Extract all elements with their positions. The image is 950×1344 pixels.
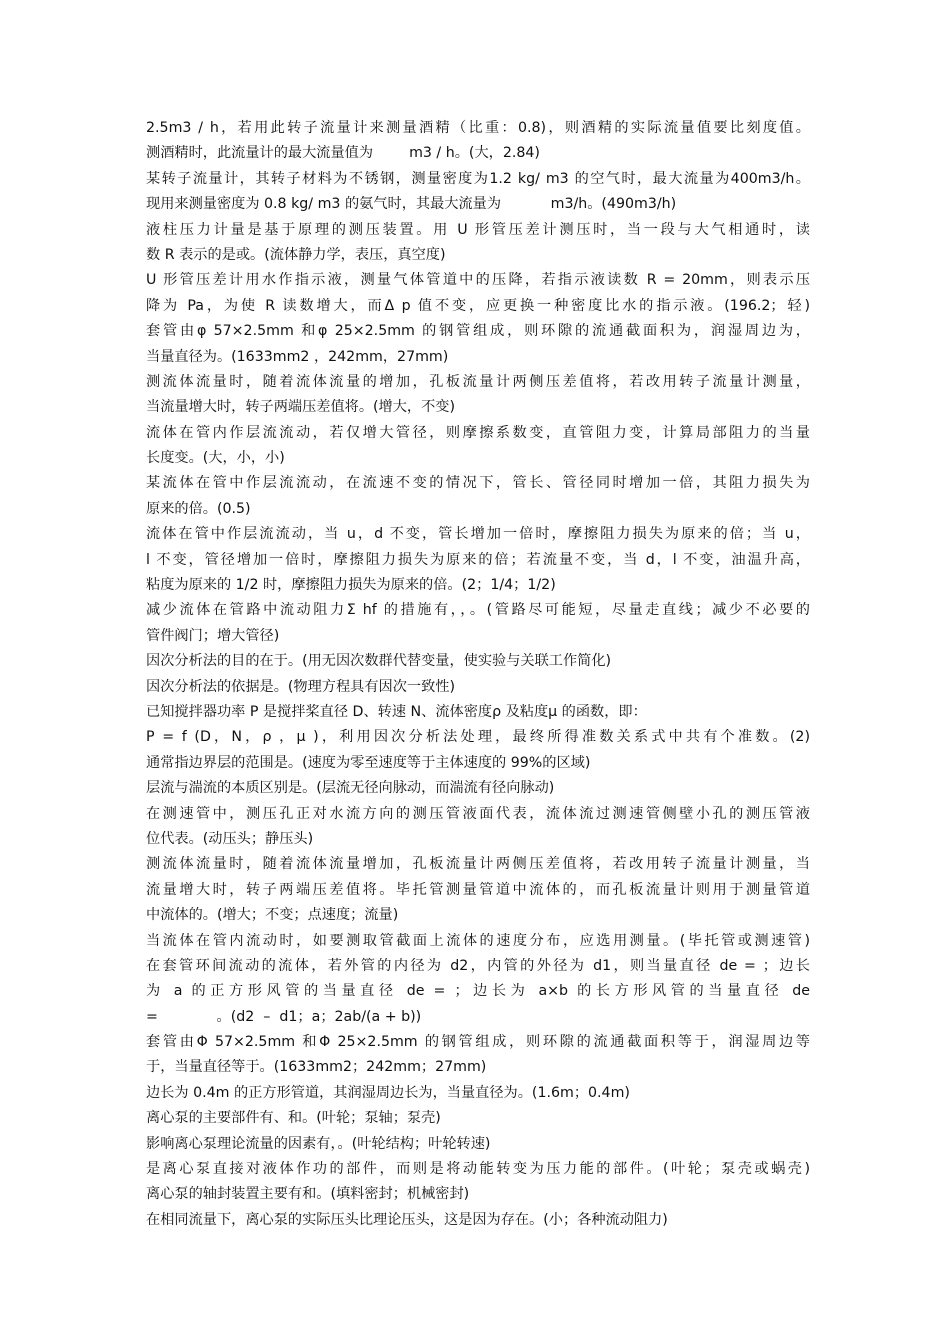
text-line: 位代表。(动压头；静压头): [146, 830, 314, 847]
text-line: l 不变，管径增加一倍时，摩擦阻力损失为原来的倍；若流量不变，当 d，l 不变，油温升高，: [146, 551, 810, 568]
text-line: 某转子流量计，其转子材料为不锈钢，测量密度为1.2 kg/ m3 的空气时，最大流量为400m3/h。: [146, 170, 810, 187]
text-line: 于，当量直径等于。(1633mm2；242mm；27mm): [146, 1059, 487, 1076]
text-line: 测流体流量时，随着流体流量的增加，孔板流量计两侧压差值将，若改用转子流量计测量，: [146, 373, 810, 390]
text-line: 液柱压力计量是基于原理的测压装置。用 U 形管压差计测压时，当一段与大气相通时，读: [146, 221, 810, 238]
text-line: 现用来测量密度为 0.8 kg/ m3 的氨气时，其最大流量为 m3/h。(490m3/h): [146, 196, 677, 213]
text-line: 已知搅拌器功率 P 是搅拌桨直径 D、转速 N、流体密度ρ 及粘度μ 的函数，即：: [146, 703, 647, 720]
text-line: 长度变。(大，小，小): [146, 450, 285, 467]
text-line: 因次分析法的目的在于。(用无因次数群代替变量，使实验与关联工作简化): [146, 653, 612, 670]
text-line: 流体在管中作层流流动，当 u，d 不变，管长增加一倍时，摩擦阻力损失为原来的倍；当 u，: [146, 526, 810, 543]
text-line: 流体在管内作层流流动，若仅增大管径，则摩擦系数变，直管阻力变，计算局部阻力的当量: [146, 424, 810, 441]
text-line: 某流体在管中作层流流动，在流速不变的情况下，管长、管径同时增加一倍，其阻力损失为: [146, 475, 810, 492]
text-line: 当流量增大时，转子两端压差值将。(增大，不变): [146, 399, 456, 416]
text-line: 2.5m3 / h，若用此转子流量计来测量酒精（比重：0.8)，则酒精的实际流量值要比刻度值。: [146, 120, 810, 136]
text-line: 数 R 表示的是或。(流体静力学，表压，真空度): [146, 246, 446, 263]
text-line: 降为 Pa，为使 R 读数增大，而Δ p 值不变，应更换一种密度比水的指示液。(196.2；轻): [146, 297, 810, 314]
text-line: 中流体的。(增大；不变；点速度；流量): [146, 907, 399, 924]
text-line: 套管由Φ 57×2.5mm 和Φ 25×2.5mm 的钢管组成，则环隙的流通截面积等于，润湿周边等: [146, 1034, 810, 1051]
text-line: 套管由φ 57×2.5mm 和φ 25×2.5mm 的钢管组成，则环隙的流通截面积为，润湿周边为，: [146, 323, 810, 340]
text-line: 流量增大时，转子两端压差值将。毕托管测量管道中流体的，而孔板流量计则用于测量管道: [146, 881, 810, 898]
text-line: 通常指边界层的范围是。(速度为零至速度等于主体速度的 99%的区域): [146, 754, 591, 771]
text-line: 因次分析法的依据是。(物理方程具有因次一致性): [146, 678, 456, 695]
text-line: P = f (D，N，ρ ，μ )，利用因次分析法处理，最终所得准数关系式中共有个准数。(2): [146, 729, 810, 746]
text-line: 原来的倍。(0.5): [146, 500, 251, 517]
text-line: 是离心泵直接对液体作功的部件，而则是将动能转变为压力能的部件。(叶轮；泵壳或蜗壳): [146, 1161, 810, 1178]
text-line: 为 a 的正方形风管的当量直径 de = ；边长为 a×b 的长方形风管的当量直径 de: [146, 983, 810, 1000]
text-line: 当量直径为。(1633mm2 ，242mm，27mm): [146, 348, 449, 365]
text-line: 在相同流量下，离心泵的实际压头比理论压头，这是因为存在。(小；各种流动阻力): [146, 1211, 668, 1228]
text-line: 层流与湍流的本质区别是。(层流无径向脉动，而湍流有径向脉动): [146, 780, 555, 797]
text-line: 管件阀门；增大管径): [146, 627, 280, 644]
text-line: 粘度为原来的 1/2 时，摩擦阻力损失为原来的倍。(2；1/4；1/2): [146, 577, 556, 594]
document-page: [146, 116, 810, 1233]
text-line: U 形管压差计用水作指示液，测量气体管道中的压降，若指示液读数 R = 20mm，则表示压: [146, 272, 810, 289]
text-line: 离心泵的轴封装置主要有和。(填料密封；机械密封): [146, 1186, 470, 1203]
text-line: = 。(d2 – d1；a；2ab/(a + b)): [146, 1008, 422, 1025]
text-line: 当流体在管内流动时，如要测取管截面上流体的速度分布，应选用测量。(毕托管或测速管): [146, 932, 810, 949]
text-line: 在测速管中，测压孔正对水流方向的测压管液面代表，流体流过测速管侧壁小孔的测压管液: [146, 805, 810, 822]
text-line: 离心泵的主要部件有、和。(叶轮；泵轴；泵壳): [146, 1110, 441, 1127]
text-line: 边长为 0.4m 的正方形管道，其润湿周边长为，当量直径为。(1.6m；0.4m): [146, 1084, 630, 1101]
text-line: 减少流体在管路中流动阻力Σ hf 的措施有，，。(管路尽可能短，尽量走直线；减少不必要的: [146, 602, 810, 619]
text-line: 测流体流量时，随着流体流量增加，孔板流量计两侧压差值将，若改用转子流量计测量，当: [146, 856, 810, 873]
text-line: 在套管环间流动的流体，若外管的内径为 d2，内管的外径为 d1，则当量直径 de = ；边长: [146, 957, 810, 974]
text-line: 影响离心泵理论流量的因素有，。(叶轮结构；叶轮转速): [146, 1135, 491, 1152]
text-line: 测酒精时，此流量计的最大流量值为 m3 / h。(大，2.84): [146, 145, 540, 162]
